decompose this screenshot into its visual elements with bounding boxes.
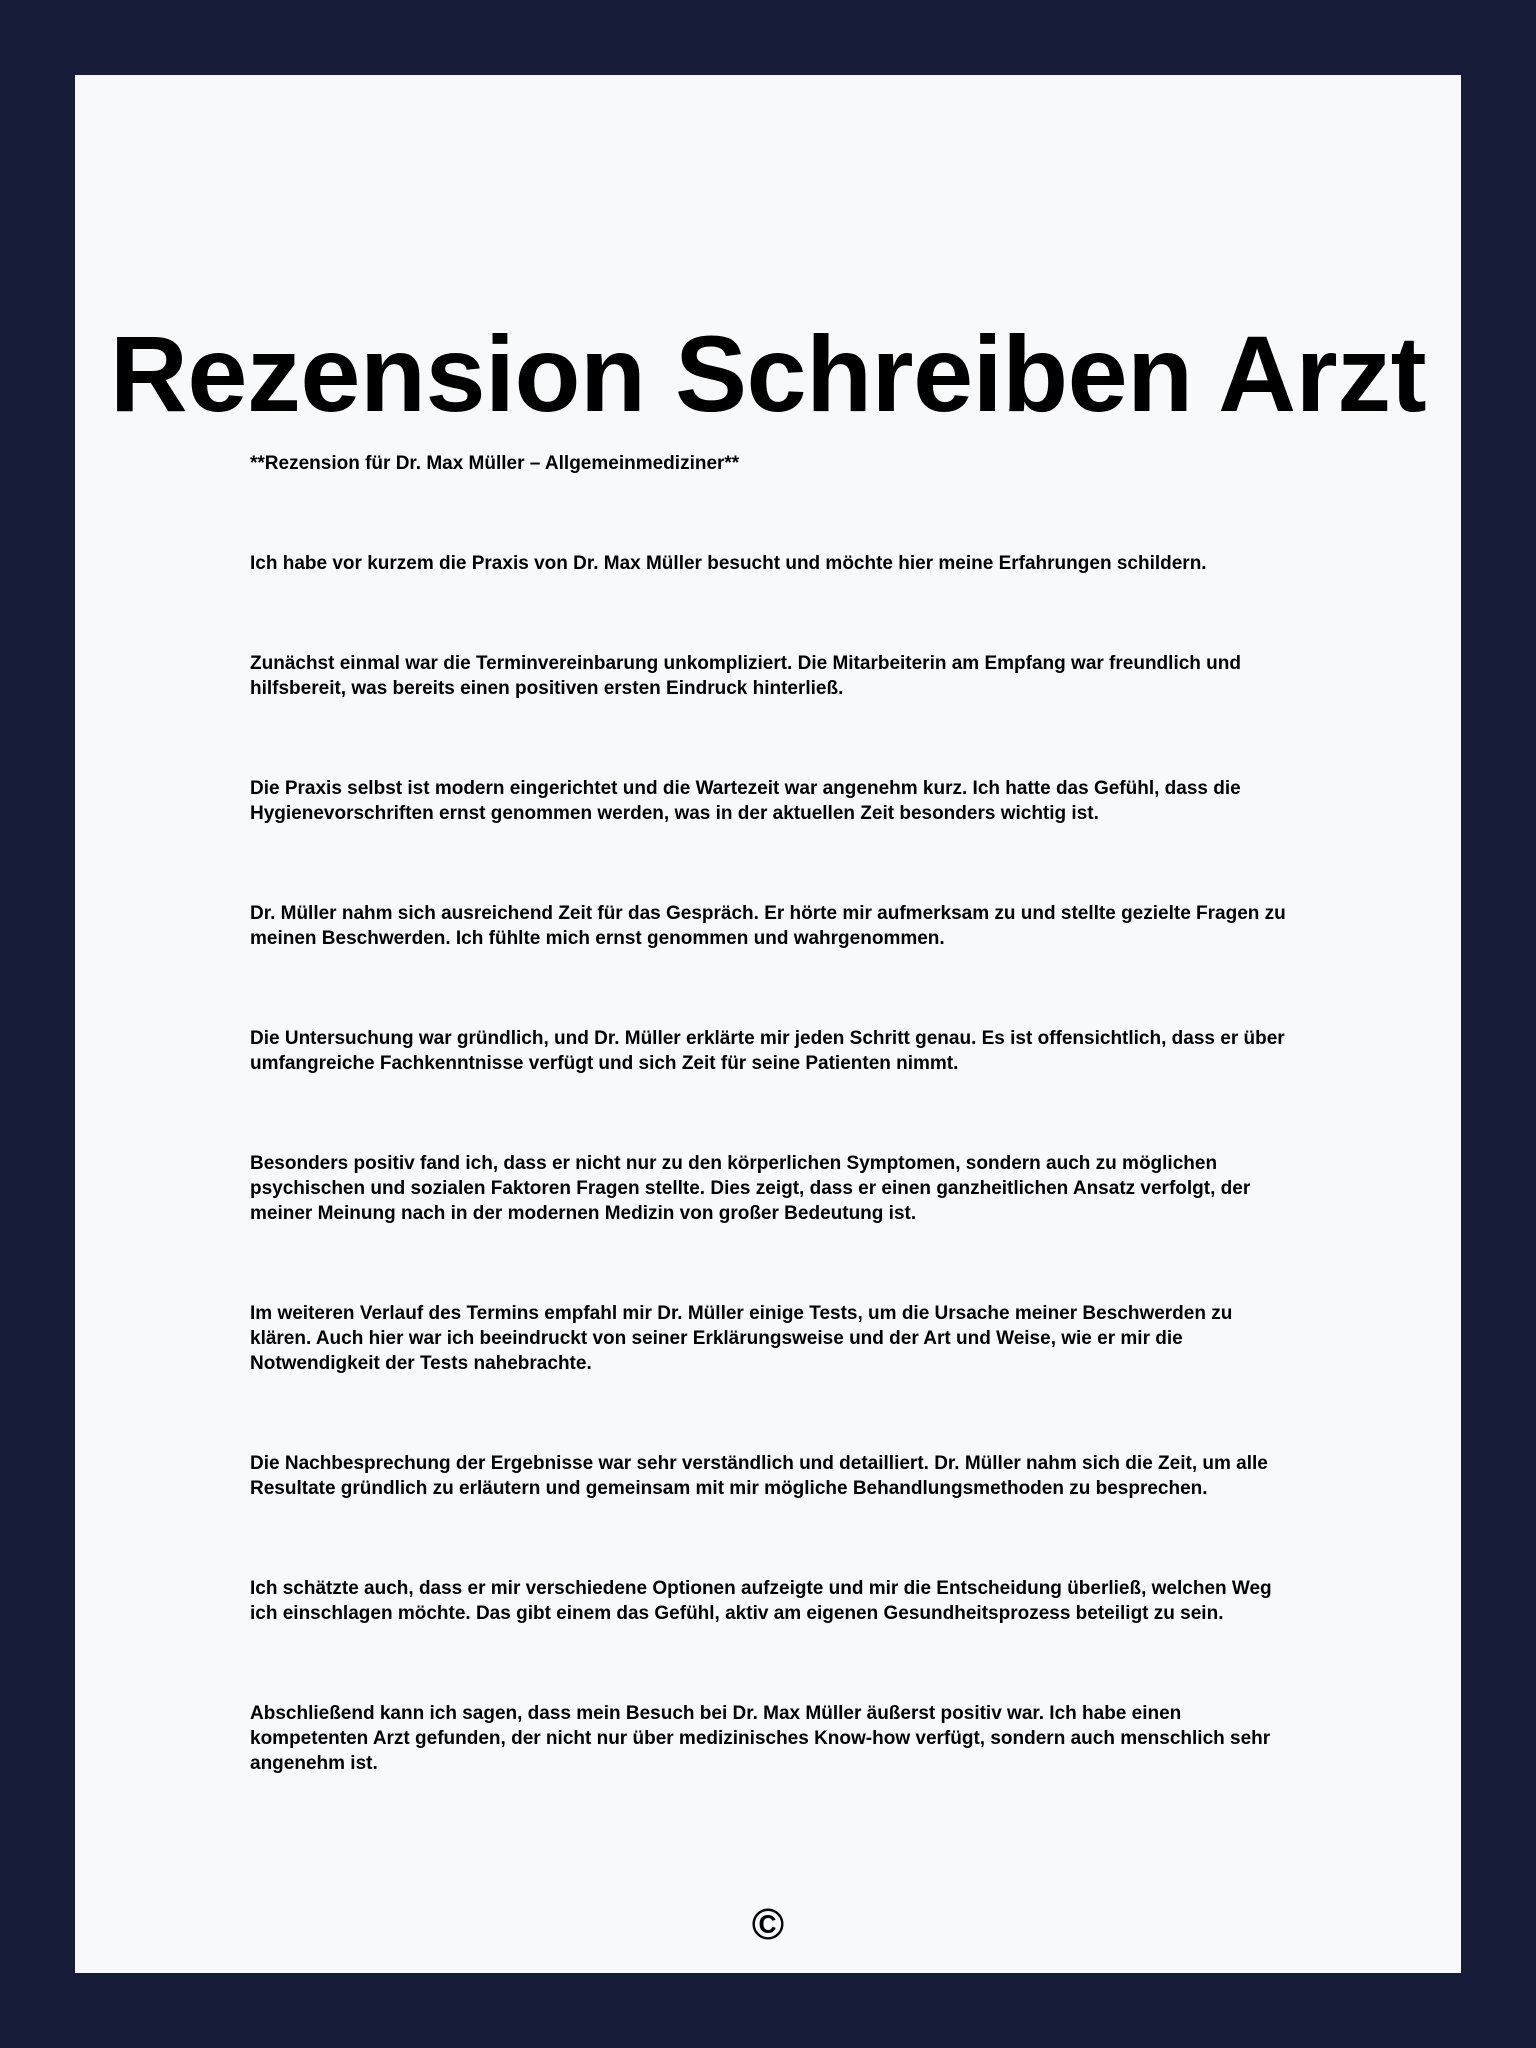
paragraph: Ich habe vor kurzem die Praxis von Dr. Max Müller besucht und möchte hier meine Erfahrungen schildern. [250, 553, 1207, 574]
document-page [75, 75, 1461, 1973]
paragraph: Abschließend kann ich sagen, dass mein Besuch bei Dr. Max Müller äußerst positiv war. Ich habe einen kompetenten Arzt gefunden, der nicht nur über medizinisches Know-how verfügt, sondern auch menschlich sehr angenehm ist. [250, 1703, 1271, 1774]
paragraph: Die Praxis selbst ist modern eingerichtet und die Wartezeit war angenehm kurz. Ich hatte das Gefühl, dass die Hygienevorschriften ernst genommen werden, was in der aktuellen Zeit besonders wichtig ist. [250, 778, 1241, 824]
paragraph: Im weiteren Verlauf des Termins empfahl mir Dr. Müller einige Tests, um die Ursache meiner Beschwerden zu klären. Auch hier war ich beeindruckt von seiner Erklärungsweise und der Art und Weise, wie er mir die Notwendigkeit der Tests nahebrachte. [250, 1303, 1233, 1374]
paragraph: Besonders positiv fand ich, dass er nicht nur zu den körperlichen Symptomen, sondern auch zu möglichen psychischen und sozialen Faktoren Fragen stellte. Dies zeigt, dass er einen ganzheitlichen Ansatz verfolgt, der meiner Meinung nach in der modernen Medizin von großer Bedeutung ist. [250, 1153, 1251, 1224]
paragraph: Die Nachbesprechung der Ergebnisse war sehr verständlich und detailliert. Dr. Müller nahm sich die Zeit, um alle Resultate gründlich zu erläutern und gemeinsam mit mir mögliche Behandlungsmethoden zu besprechen. [250, 1453, 1268, 1499]
paragraph: Die Untersuchung war gründlich, und Dr. Müller erklärte mir jeden Schritt genau. Es ist offensichtlich, dass er über umfangreiche Fachkenntnisse verfügt und sich Zeit für seine Patienten nimmt. [250, 1028, 1285, 1074]
copyright-symbol: © [751, 1900, 785, 1949]
page-title: Rezension Schreiben Arzt [109, 313, 1427, 434]
review-body [250, 451, 1290, 1851]
paragraph: Dr. Müller nahm sich ausreichend Zeit für das Gespräch. Er hörte mir aufmerksam zu und stellte gezielte Fragen zu meinen Beschwerden. Ich fühlte mich ernst genommen und wahrgenommen. [250, 903, 1286, 949]
paragraph: Zunächst einmal war die Terminvereinbarung unkompliziert. Die Mitarbeiterin am Empfang war freundlich und hilfsbereit, was bereits einen positiven ersten Eindruck hinterließ. [250, 653, 1241, 699]
paragraph: Ich schätzte auch, dass er mir verschiedene Optionen aufzeigte und mir die Entscheidung überließ, welchen Weg ich einschlagen möchte. Das gibt einem das Gefühl, aktiv am eigenen Gesundheitsprozess beteiligt zu sein. [250, 1578, 1272, 1624]
review-heading: **Rezension für Dr. Max Müller – Allgemeinmediziner** [250, 453, 740, 474]
